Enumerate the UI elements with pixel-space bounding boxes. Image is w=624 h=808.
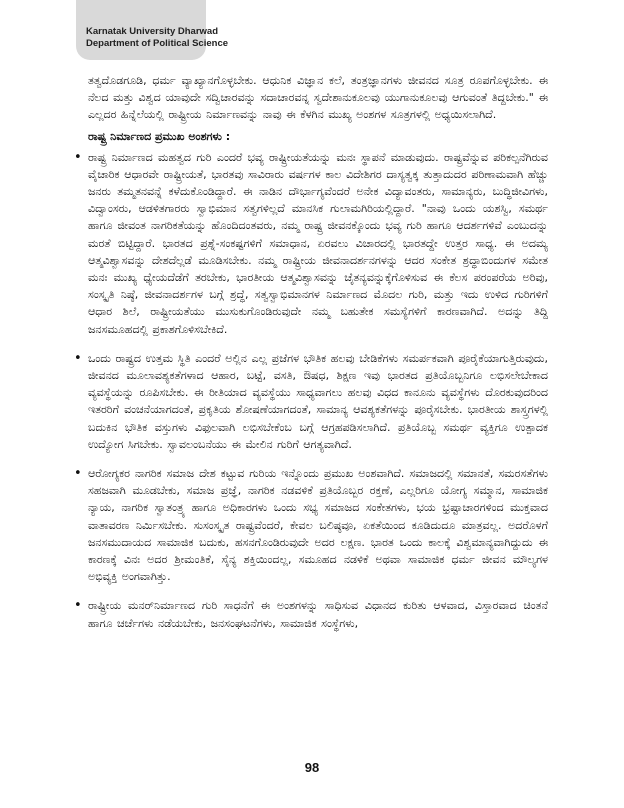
bullet-icon: •	[74, 149, 82, 165]
bullet-icon: •	[74, 466, 82, 482]
department-name: Department of Political Science	[86, 38, 229, 49]
page-number: 98	[304, 760, 320, 775]
list-item	[74, 465, 548, 585]
list-item	[74, 597, 548, 631]
list-item-text: ಆರೋಗ್ಯಕರ ನಾಗರಿಕ ಸಮಾಜ ದೇಶ ಕಟ್ಟುವ ಗುರಿಯ ಇನ್ನೊಂದು ಪ್ರಮುಖ ಅಂಶವಾಗಿದೆ. ಸಮಾಜದಲ್ಲಿ ಸಮಾನತೆ, ಸಮರಸತೆಗಳು ಸಹಜವಾಗಿ ಮೂಡಬೇಕು, ಸಮಾಜ ಪ್ರಜ್ಞೆ, ನಾಗರಿಕ ನಡವಳಿಕೆ ಪ್ರತಿಯೊಬ್ಬರ ರಕ್ತಣೆ, ಎಲ್ಲರಿಗೂ ಯೋಗ್ಯ ಸಮ್ಮಾನ, ಸಾಮಾಜಿಕ ನ್ಯಾಯ, ನಾಗರಿಕ ಸ್ವಾತಂತ್ರ್ಯ ಹಾಗೂ ಅಧಿಕಾರಗಳು ಒಂದು ಸಭ್ಯ ಸಮಾಜದ ಸಂಕೇತಗಳು, ಭಯ ಭ್ರಷ್ಟಾಚಾರಗಳಿಂದ ಮುಕ್ತವಾದ ವಾತಾವರಣ ನಿರ್ಮಿಸಬೇಕು. ಸುಸಂಸ್ಕೃತ ರಾಷ್ಟ್ರವೆಂದರೆ, ಕೇವಲ ಬಲಿಷ್ಠವೂ, ಏಕತೆಯಿಂದ ಕೂಡಿದುದೂ ಮಾತ್ರವಲ್ಲ. ಅದರೊಳಗೆ ಜನಸಮುದಾಯದ ಸಾಮಾಜಿಕ ಬದುಕು, ಹಸನಗೊಂಡಿರುವುದೇ ಅದರ ಲಕ್ಷಣ. ಭಾರತ ಒಂದು ಕಾಲಕ್ಕೆ ವಿಶ್ವಮಾನ್ಯವಾಗಿದ್ದುದು ಈ ಕಾರಣಕ್ಕೆ ವಿನಃ ಅದರ ಶ್ರೀಮಂತಿಕೆ, ಸೈನ್ಯ ಶಕ್ತಿಯಿಂದಲ್ಲ, ಸಮೂಹದ ನಡಳಿಕೆ ಅಥವಾ ಸಾಮಾಜಿಕ ಧರ್ಮ ಜೀವನ ಮೌಲ್ಯಗಳ ಅಭಿವ್ಯಕ್ತಿ ಅಂಗವಾಗಿತ್ತು.	[88, 467, 548, 584]
header-tab	[76, 0, 229, 60]
intro-paragraph: ತತ್ವದೊಡಗೂಡಿ, ಧರ್ಮ ವ್ಯಾಖ್ಯಾನಗೊಳ್ಳಬೇಕು. ಆಧುನಿಕ ವಿಜ್ಞಾನ ಕಲೆ, ತಂತ್ರಜ್ಞಾನಗಳು ಜೀವನದ ಸೂತ್ರ ರೂಪಗೊಳ್ಳಬೇಕು. ಈ ನೆಲದ ಮತ್ತು ವಿಶ್ವದ ಯಾವುದೇ ಸದ್ವಿಚಾರವನ್ನು ಸದಾಚಾರವನ್ನ ಸ್ವದೇಶಾನುಕೂಲವು ಯುಗಾನುಕೂಲವು ಆಗುವಂತೆ ತಿದ್ದಬೇಕು." ಈ ಎಲ್ಲದರ ಹಿನ್ನೆಲೆಯಲ್ಲಿ ರಾಷ್ಟ್ರೀಯ ನಿರ್ಮಾಣವನ್ನು ನಾವು ಈ ಕೆಳಗಿನ ಮುಖ್ಯ ಅಂಶಗಳ ಸೂತ್ರಗಳಲ್ಲಿ ಅಧ್ಯಯಿಸಲಾಗಿದೆ.	[88, 74, 548, 122]
list-item	[74, 149, 548, 338]
bullet-icon: •	[74, 598, 82, 614]
university-name: Karnatak University Dharwad	[86, 26, 218, 37]
section-heading: ರಾಷ್ಟ್ರ ನಿರ್ಮಾಣದ ಪ್ರಮುಖ ಅಂಶಗಳು :	[88, 129, 231, 143]
page-content	[74, 72, 548, 644]
list-item-text: ರಾಷ್ಟ್ರೀಯ ಮನರ್‌ನಿರ್ಮಾಣದ ಗುರಿ ಸಾಧನೆಗೆ ಈ ಅಂಶಗಳನ್ನು ಸಾಧಿಸುವ ವಿಧಾನದ ಕುರಿತು ಆಳವಾದ, ವಿಸ್ತಾರವಾದ ಚಿಂತನೆ ಹಾಗೂ ಚರ್ಚೆಗಳು ನಡೆಯಬೇಕು, ಜನಸಂಘಟನೆಗಳು, ಸಾಮಾಜಿಕ ಸಂಸ್ಥೆಗಳು,	[88, 599, 548, 630]
list-item	[74, 350, 548, 453]
bullet-list	[74, 149, 548, 632]
bullet-icon: •	[74, 350, 82, 366]
list-item-text: ಒಂದು ರಾಷ್ಟ್ರದ ಉತ್ತಮ ಸ್ಥಿತಿ ಎಂದರೆ ಅಲ್ಲಿನ ಎಲ್ಲ ಪ್ರಜೆಗಳ ಭೌತಿಕ ಹಲವು ಬೇಡಿಕೆಗಳು ಸಮರ್ಪಕವಾಗಿ ಪೂರೈಕೆಯಾಗುತ್ತಿರುವುದು, ಜೀವನದ ಮೂಲಾವಶ್ಯಕತೆಗಳಾದ ಆಹಾರ, ಬಟ್ಟೆ, ವಸತಿ, ಔಷಧ, ಶಿಕ್ಷಣ ಇವು ಭಾರತದ ಪ್ರತಿಯೊಬ್ಬನಿಗೂ ಲಭಿಸಲೇಬೇಕಾದ ವ್ಯವಸ್ಥೆಯನ್ನು ರೂಪಿಸಬೇಕು. ಈ ರೀತಿಯಾದ ವ್ಯವಸ್ಥೆಯು ಸಾಧ್ಯವಾಗಲು ಹಲವು ವಿಧದ ಕಾನೂನು ವ್ಯವಸ್ಥೆಗಳು ದೊರಕುವುದರಿಂದ ಇತರರಿಗೆ ವಂಚನೆಯಾಗದಂತೆ, ಪ್ರಕೃತಿಯ ಶೋಷಣೆಯಾಗದಂತೆ, ಸಾಮಾನ್ಯ ಆವಶ್ಯಕತೆಗಳನ್ನು ಪೂರೈಸಬೇಕು. ಭಾರತೀಯ ಶಾಸ್ತ್ರಗಳಲ್ಲಿ ಬದುಕಿನ ಭೌತಿಕ ವಸ್ತುಗಳು ವಿಫುಲವಾಗಿ ಲಭಿಸಬೇಕೆಂಬ ಬಗ್ಗೆ ಆಗ್ರಹಪಡಿಸಲಾಗಿದೆ. ಪ್ರತಿಯೊಬ್ಬ ಸಮರ್ಥ ವ್ಯಕ್ತಿಗೂ ಉತ್ಪಾದಕ ಉದ್ಯೋಗ ಸಿಗಬೇಕು. ಸ್ವಾವಲಂಬನೆಯು ಈ ಮೇಲಿನ ಗುರಿಗೆ ಆಗತ್ಯವಾಗಿದೆ.	[88, 351, 548, 451]
list-item-text: ರಾಷ್ಟ್ರ ನಿರ್ಮಾಣದ ಮಹತ್ವದ ಗುರಿ ಎಂದರೆ ಭವ್ಯ ರಾಷ್ಟ್ರೀಯತೆಯನ್ನು ಮನಃ ಸ್ಥಾಪನೆ ಮಾಡುವುದು. ರಾಷ್ಟ್ರವೆನ್ನುವ ಪರಿಕಲ್ಪನೆಗಿರುವ ವೈಚಾರಿಕ ಆಧಾರವೇ ರಾಷ್ಟ್ರೀಯತೆ, ಭಾರತವು ಸಾವಿರಾರು ವರ್ಷಗಳ ಕಾಲ ವಿದೇಶಿಗರ ದಾಸ್ಯತ್ವಕ್ಕ ತುತ್ತಾದುದರ ಪರಿಣಾಮವಾಗಿ ಹೆಚ್ಚು ಜನರು ತಮ್ಮತನವನ್ನೆ ಕಳೆದುಕೊಂಡಿದ್ದಾರೆ. ಈ ನಾಡಿನ ದೌರ್ಭಾಗ್ಯವೆಂದರೆ ಅನೇಕ ವಿದ್ಯಾವಂತರು, ಸಾಮಾನ್ಯರು, ಬುದ್ಧಿಜೀವಿಗಳು, ವಿದ್ವಾಂಸರು, ಆಡಳಿತಗಾರರು ಸ್ವಾಭಿಮಾನ ಸತ್ವಗಳಿಲ್ಲದೆ ಮಾನಸಿಕ ಗುಲಾಮಗಿರಿಯಲ್ಲಿದ್ದಾರೆ. "ನಾವು ಒಂದು ಯಶಸ್ವಿ, ಸಮರ್ಥ ಹಾಗೂ ಜೀವಂತ ನಾಗರಿಕತೆಯನ್ನು ಹೊಂದಿದಂತವರು, ನಮ್ಮ ರಾಷ್ಟ್ರ ಜೀವನಕ್ಕೊಂದು ಭವ್ಯ ಗುರಿ ಹಾಗೂ ಆದರ್ಶಗಳಿವೆ ಎಂಬುದನ್ನು ಮರತೆ ಬಿಟ್ಟಿದ್ದಾರೆ. ಭಾರತದ ಪ್ರಶ್ನೆ-ಸಂಕಷ್ಟಗಳಿಗೆ ಸಮಾಧಾನ, ಏರವಲು ವಿಚಾರದಲ್ಲಿ ಭಾರತದ್ದೇ ಉತ್ತರ ಸಾಧ್ಯ. ಈ ಅದಮ್ಯ ಆತ್ಮವಿಶ್ವಾಸವನ್ನು ದೇಶದೆಲ್ಲಡೆ ಮೂಡಿಸಬೇಕು. ನಮ್ಮ ರಾಷ್ಟ್ರೀಯ ಜೀವನಾದರ್ಶನಗಳನ್ನು ಆದರ ಸಂಕೇತ ಶ್ರದ್ಧಾಬಿಂದುಗಳ ಸಮೇತ ಮನಃ ಮುಖ್ಯ ಧ್ಯೇಯದೆಡೆಗೆ ತರಬೇಕು, ಭಾರತೀಯ ಆತ್ಮವಿಶ್ವಾಸವನ್ನು ಚೈತನ್ಯವನ್ನುಕ್ಕೆಗೊಳಿಸುವ ಈ ಕೆಲಸ ಪರಂಪರೆಯ ಅರಿವು, ಸಂಸ್ಕೃತಿ ನಿಷ್ಠೆ, ಜೀವನಾದರ್ಶಗಳ ಬಗ್ಗೆ ಶ್ರದ್ಧೆ, ಸತ್ವಸ್ವಾಭಿಮಾನಗಳ ನಿರ್ಮಾಣದ ಮೊದಲ ಗುರಿ, ಮತ್ತು ಇದು ಉಳಿದ ಗುರಿಗಳಿಗೆ ಆಧಾರ ಶಿಲೆ, ರಾಷ್ಟ್ರೀಯತೆಯು ಮುಸುಕುಗೊಂಡಿರುವುದೇ ನಮ್ಮ ಬಹುತೇಕ ಸಮಸ್ಯೆಗಳಿಗೆ ಕಾರಣವಾಗಿದೆ. ಅದನ್ನು ತಿದ್ದಿ ಜನಸಮೂಹದಲ್ಲಿ ಪ್ರಕಾಶಗೊಳಿಸಬೇಕಿದೆ.	[88, 150, 548, 336]
